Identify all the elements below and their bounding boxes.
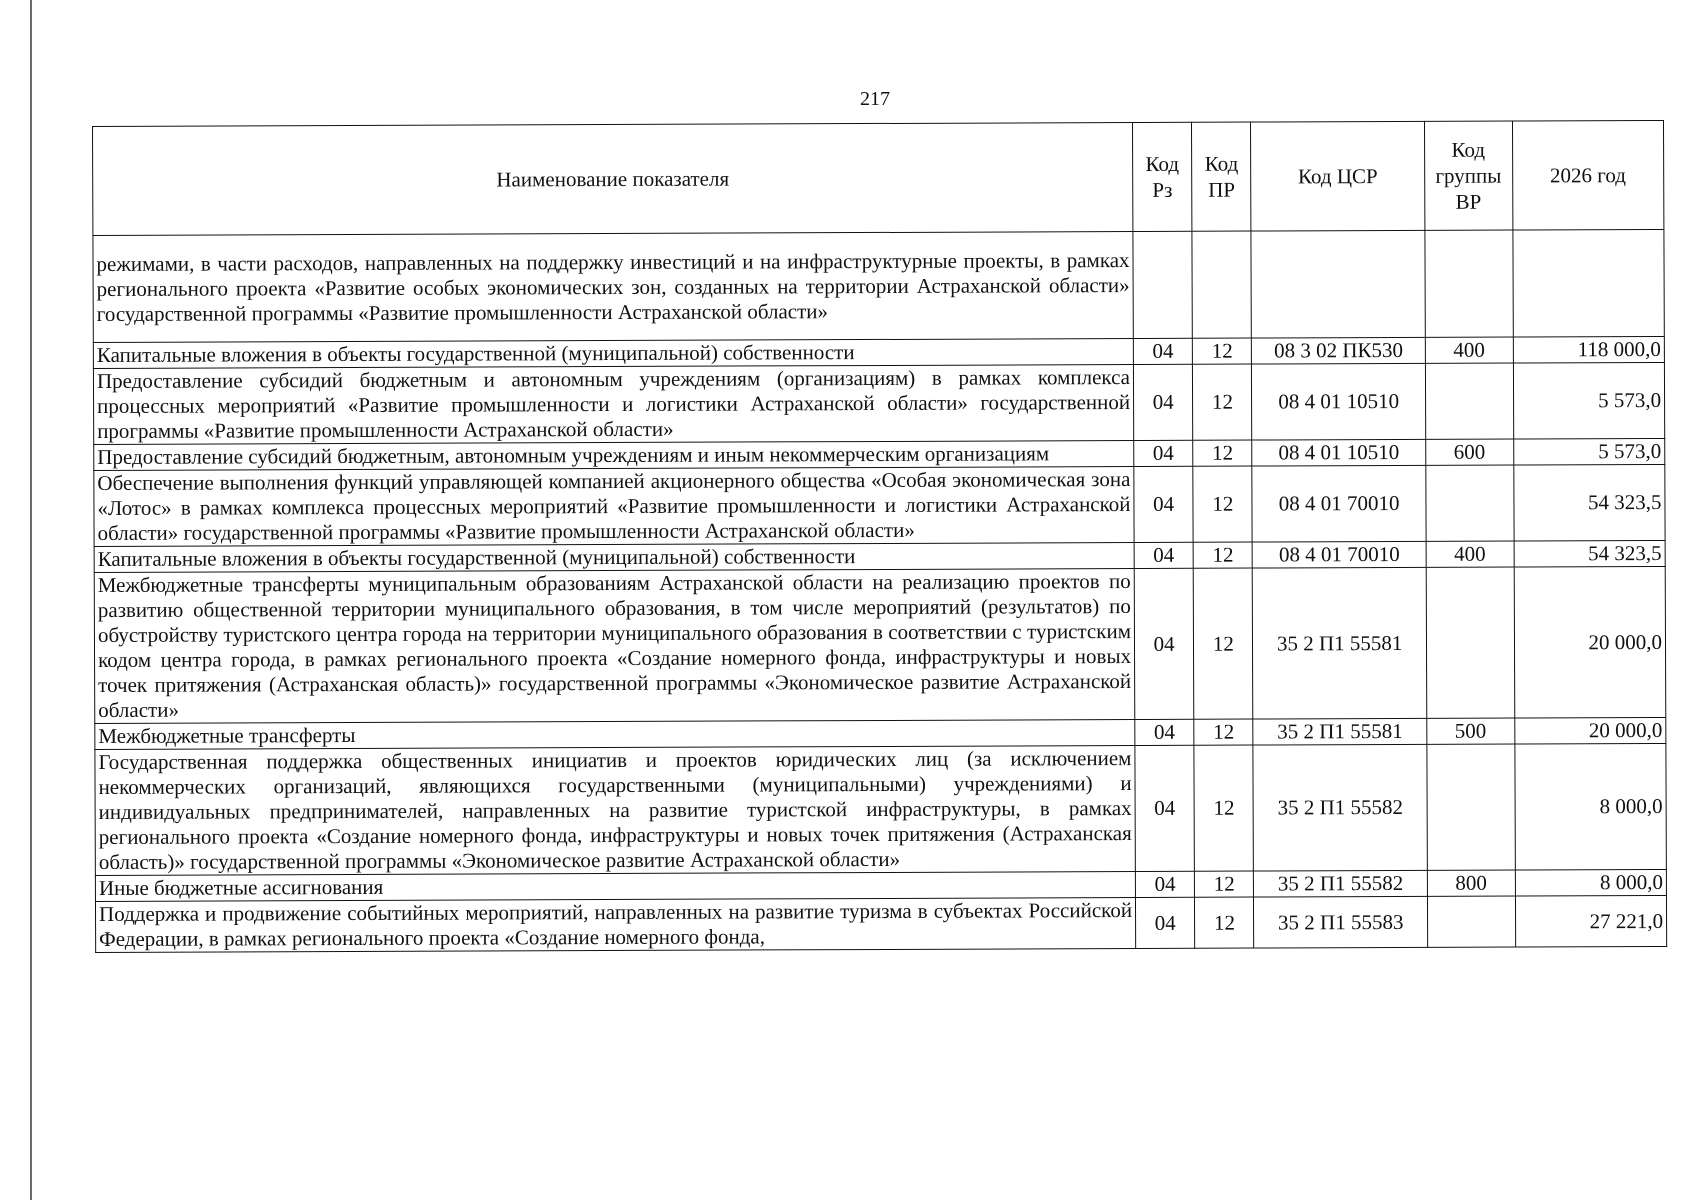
row-amount: 118 000,0	[1513, 336, 1665, 363]
row-vr	[1425, 230, 1513, 337]
row-pr	[1192, 231, 1252, 338]
row-vr	[1426, 567, 1514, 718]
row-csr: 35 2 П1 55581	[1253, 567, 1427, 719]
row-csr: 35 2 П1 55582	[1253, 744, 1427, 871]
budget-table	[92, 120, 1667, 953]
header-vr: Код группы ВР	[1424, 121, 1512, 230]
row-pr: 12	[1195, 871, 1254, 897]
header-pr: Код ПР	[1192, 122, 1252, 231]
row-name: Межбюджетные трансферты	[95, 720, 1135, 750]
page-number: 217	[860, 88, 890, 110]
row-pr: 12	[1193, 568, 1253, 719]
row-rz: 04	[1134, 542, 1193, 568]
header-year: 2026 год	[1512, 120, 1664, 230]
row-amount: 27 221,0	[1515, 895, 1667, 947]
row-name: Обеспечение выполнения функций управляющей компанией акционерного общества «Особая экономическая зона «Лотос» в рамках комплекса процессных мероприятий «Развитие промышленности и логистики Астраханской области» государственной программы «Развитие промышленности Астраханской области»	[94, 467, 1134, 547]
binding-edge	[30, 0, 32, 1200]
row-pr: 12	[1193, 440, 1252, 466]
row-csr: 08 4 01 70010	[1252, 465, 1426, 542]
row-rz: 04	[1135, 871, 1194, 897]
row-amount: 8 000,0	[1515, 869, 1667, 896]
row-vr	[1425, 363, 1513, 439]
row-amount: 20 000,0	[1514, 717, 1666, 744]
table-row	[95, 895, 1666, 952]
row-name: Капитальные вложения в объекты государственной (муниципальной) собственности	[93, 339, 1133, 369]
row-csr: 08 3 02 ПК530	[1252, 337, 1425, 364]
row-vr	[1427, 744, 1515, 870]
row-csr: 35 2 П1 55582	[1254, 870, 1427, 897]
table-header-row	[93, 120, 1664, 235]
row-vr	[1427, 896, 1515, 947]
row-pr: 12	[1193, 542, 1252, 568]
table-row	[95, 743, 1666, 875]
row-vr: 400	[1426, 541, 1514, 567]
row-name: Поддержка и продвижение событийных мероприятий, направленных на развитие туризма в субъектах Российской Федерации, в рамках регионального проекта «Создание номерного фонда,	[95, 897, 1135, 952]
row-name: Предоставление субсидий бюджетным и автономным учреждениям (организациям) в рамках комплекса процессных мероприятий «Развитие промышленности и логистики Астраханской области» государственной программы «Развитие промышленности Астраханской области»	[93, 365, 1133, 445]
row-vr: 500	[1427, 718, 1515, 744]
table-row	[94, 566, 1666, 723]
row-pr: 12	[1193, 466, 1253, 542]
row-name: Государственная поддержка общественных инициатив и проектов юридических лиц (за исключением некоммерческих организаций, являющихся государственными (муниципальными) учреждениями) и индивидуальных предпринимателей, направленных на развитие туристской инфраструктуры, в рамках регионального проекта «Создание номерного фонда, инфраструктуры и новых точек притяжения (Астраханская область)» государственной программы «Экономическое развитие Астраханской области»	[95, 746, 1135, 876]
table-row	[93, 229, 1664, 342]
row-amount: 8 000,0	[1514, 743, 1666, 870]
table-row	[94, 464, 1665, 546]
row-csr: 08 4 01 10510	[1252, 439, 1425, 466]
row-rz: 04	[1133, 338, 1192, 364]
row-csr: 35 2 П1 55583	[1254, 896, 1428, 948]
row-name: режимами, в части расходов, направленных на поддержку инвестиций и на инфраструктурные проекты, в рамках регионального проекта «Развитие особых экономических зон, созданных на территории Астраханской области» государственной программы «Развитие промышленности Астраханской области»	[93, 232, 1133, 343]
row-name: Межбюджетные трансферты муниципальным образованиям Астраханской области на реализацию проектов по развитию общественной территории муниципального образования, в том числе мероприятий (результатов) по обустройству туристского центра города на территории муниципального образования в соответствии с туристским кодом центра города, в рамках регионального проекта «Создание номерного фонда, инфраструктуры и новых точек притяжения (Астраханская область)» государственной программы «Экономическое развитие Астраханской области»	[94, 569, 1135, 724]
table-row	[93, 362, 1664, 444]
row-amount: 54 323,5	[1513, 464, 1665, 541]
row-name: Предоставление субсидий бюджетным, автономным учреждениям и иным некоммерческим организациям	[94, 441, 1134, 471]
row-rz: 04	[1134, 568, 1194, 719]
row-pr: 12	[1194, 719, 1253, 745]
row-name: Капитальные вложения в объекты государственной (муниципальной) собственности	[94, 543, 1134, 573]
row-rz: 04	[1134, 440, 1193, 466]
row-csr: 08 4 01 10510	[1252, 363, 1426, 440]
row-amount: 5 573,0	[1513, 438, 1665, 465]
row-pr: 12	[1194, 745, 1254, 871]
row-csr: 35 2 П1 55581	[1253, 718, 1426, 745]
row-csr: 08 4 01 70010	[1253, 541, 1426, 568]
header-name: Наименование показателя	[93, 123, 1133, 236]
row-rz: 04	[1133, 364, 1193, 440]
row-vr: 400	[1425, 337, 1513, 363]
row-vr	[1426, 465, 1514, 541]
row-vr: 600	[1426, 439, 1514, 465]
row-vr: 800	[1427, 870, 1515, 896]
row-amount: 5 573,0	[1513, 362, 1665, 439]
row-pr: 12	[1195, 897, 1254, 948]
row-rz: 04	[1135, 897, 1194, 948]
header-rz: Код Рз	[1133, 122, 1193, 231]
row-rz: 04	[1135, 745, 1195, 871]
row-csr	[1251, 230, 1425, 338]
header-csr: Код ЦСР	[1251, 121, 1425, 231]
row-amount: 20 000,0	[1514, 566, 1666, 718]
row-rz: 04	[1135, 719, 1194, 745]
row-rz	[1133, 231, 1193, 338]
row-amount: 54 323,5	[1514, 540, 1666, 567]
row-pr: 12	[1193, 338, 1252, 364]
row-rz: 04	[1134, 466, 1194, 542]
row-name: Иные бюджетные ассигнования	[95, 871, 1135, 901]
row-pr: 12	[1193, 364, 1253, 440]
row-amount	[1512, 229, 1664, 337]
